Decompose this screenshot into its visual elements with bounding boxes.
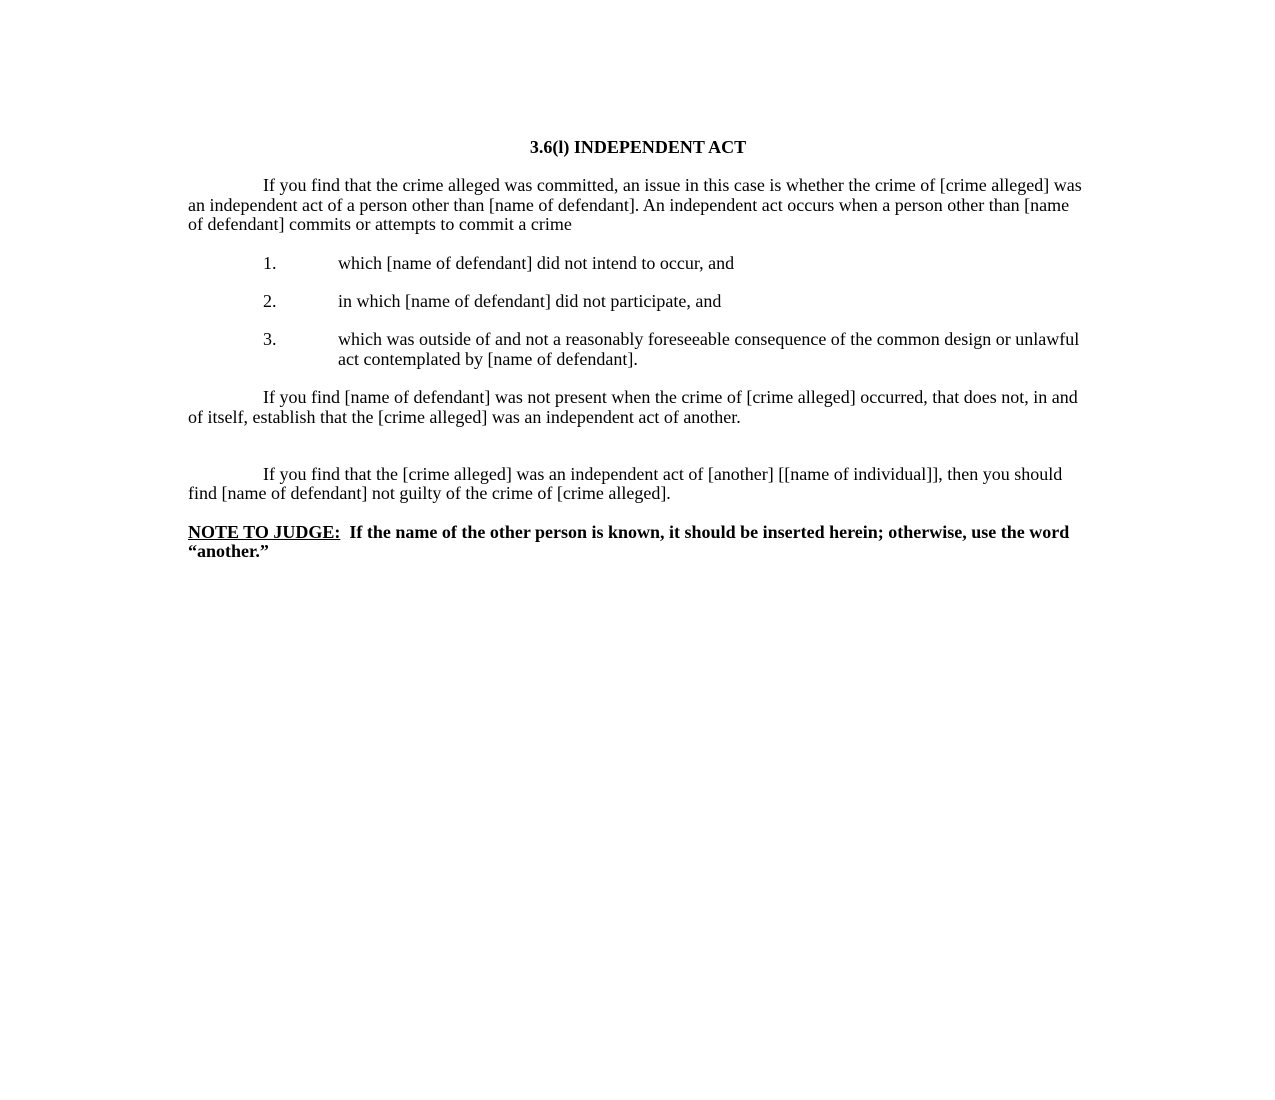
intro-paragraph: If you find that the crime alleged was committed, an issue in this case is whether the crime of [crime alleged] was an independent act of a person other than [name of defendant]. An independent act occurs when a person other than [name of defendant] commits or attempts to commit a crime xyxy=(188,175,1082,235)
note-text: If the name of the other person is known, it should be inserted herein; otherwise, use the word “another.” xyxy=(188,521,1070,562)
list-item xyxy=(188,292,1088,311)
presence-paragraph: If you find [name of defendant] was not present when the crime of [crime alleged] occurred, that does not, in and of itself, establish that the [crime alleged] was an independent act of another. xyxy=(188,387,1078,427)
document-page xyxy=(188,138,1088,562)
list-item-text: which [name of defendant] did not intend to occur, and xyxy=(338,252,735,273)
verdict-paragraph: If you find that the [crime alleged] was an independent act of [another] [[name of individual]], then you should find [name of defendant] not guilty of the crime of [crime alleged]. xyxy=(188,464,1063,504)
list-item-number: 2. xyxy=(263,291,277,312)
note-label: NOTE TO JUDGE: xyxy=(188,521,341,542)
note-to-judge xyxy=(188,523,1088,562)
list-item xyxy=(188,254,1088,273)
list-item xyxy=(188,330,1088,369)
element-list xyxy=(188,254,1088,370)
list-item-text: in which [name of defendant] did not participate, and xyxy=(338,291,722,312)
list-item-number: 3. xyxy=(263,329,277,350)
document-title: 3.6(l) INDEPENDENT ACT xyxy=(529,137,747,157)
paragraph-spacer xyxy=(188,446,1088,465)
list-item-number: 1. xyxy=(263,252,277,273)
list-item-text: which was outside of and not a reasonably foreseeable consequence of the common design or unlawful act contemplated by [name of defendant]. xyxy=(338,329,1080,369)
